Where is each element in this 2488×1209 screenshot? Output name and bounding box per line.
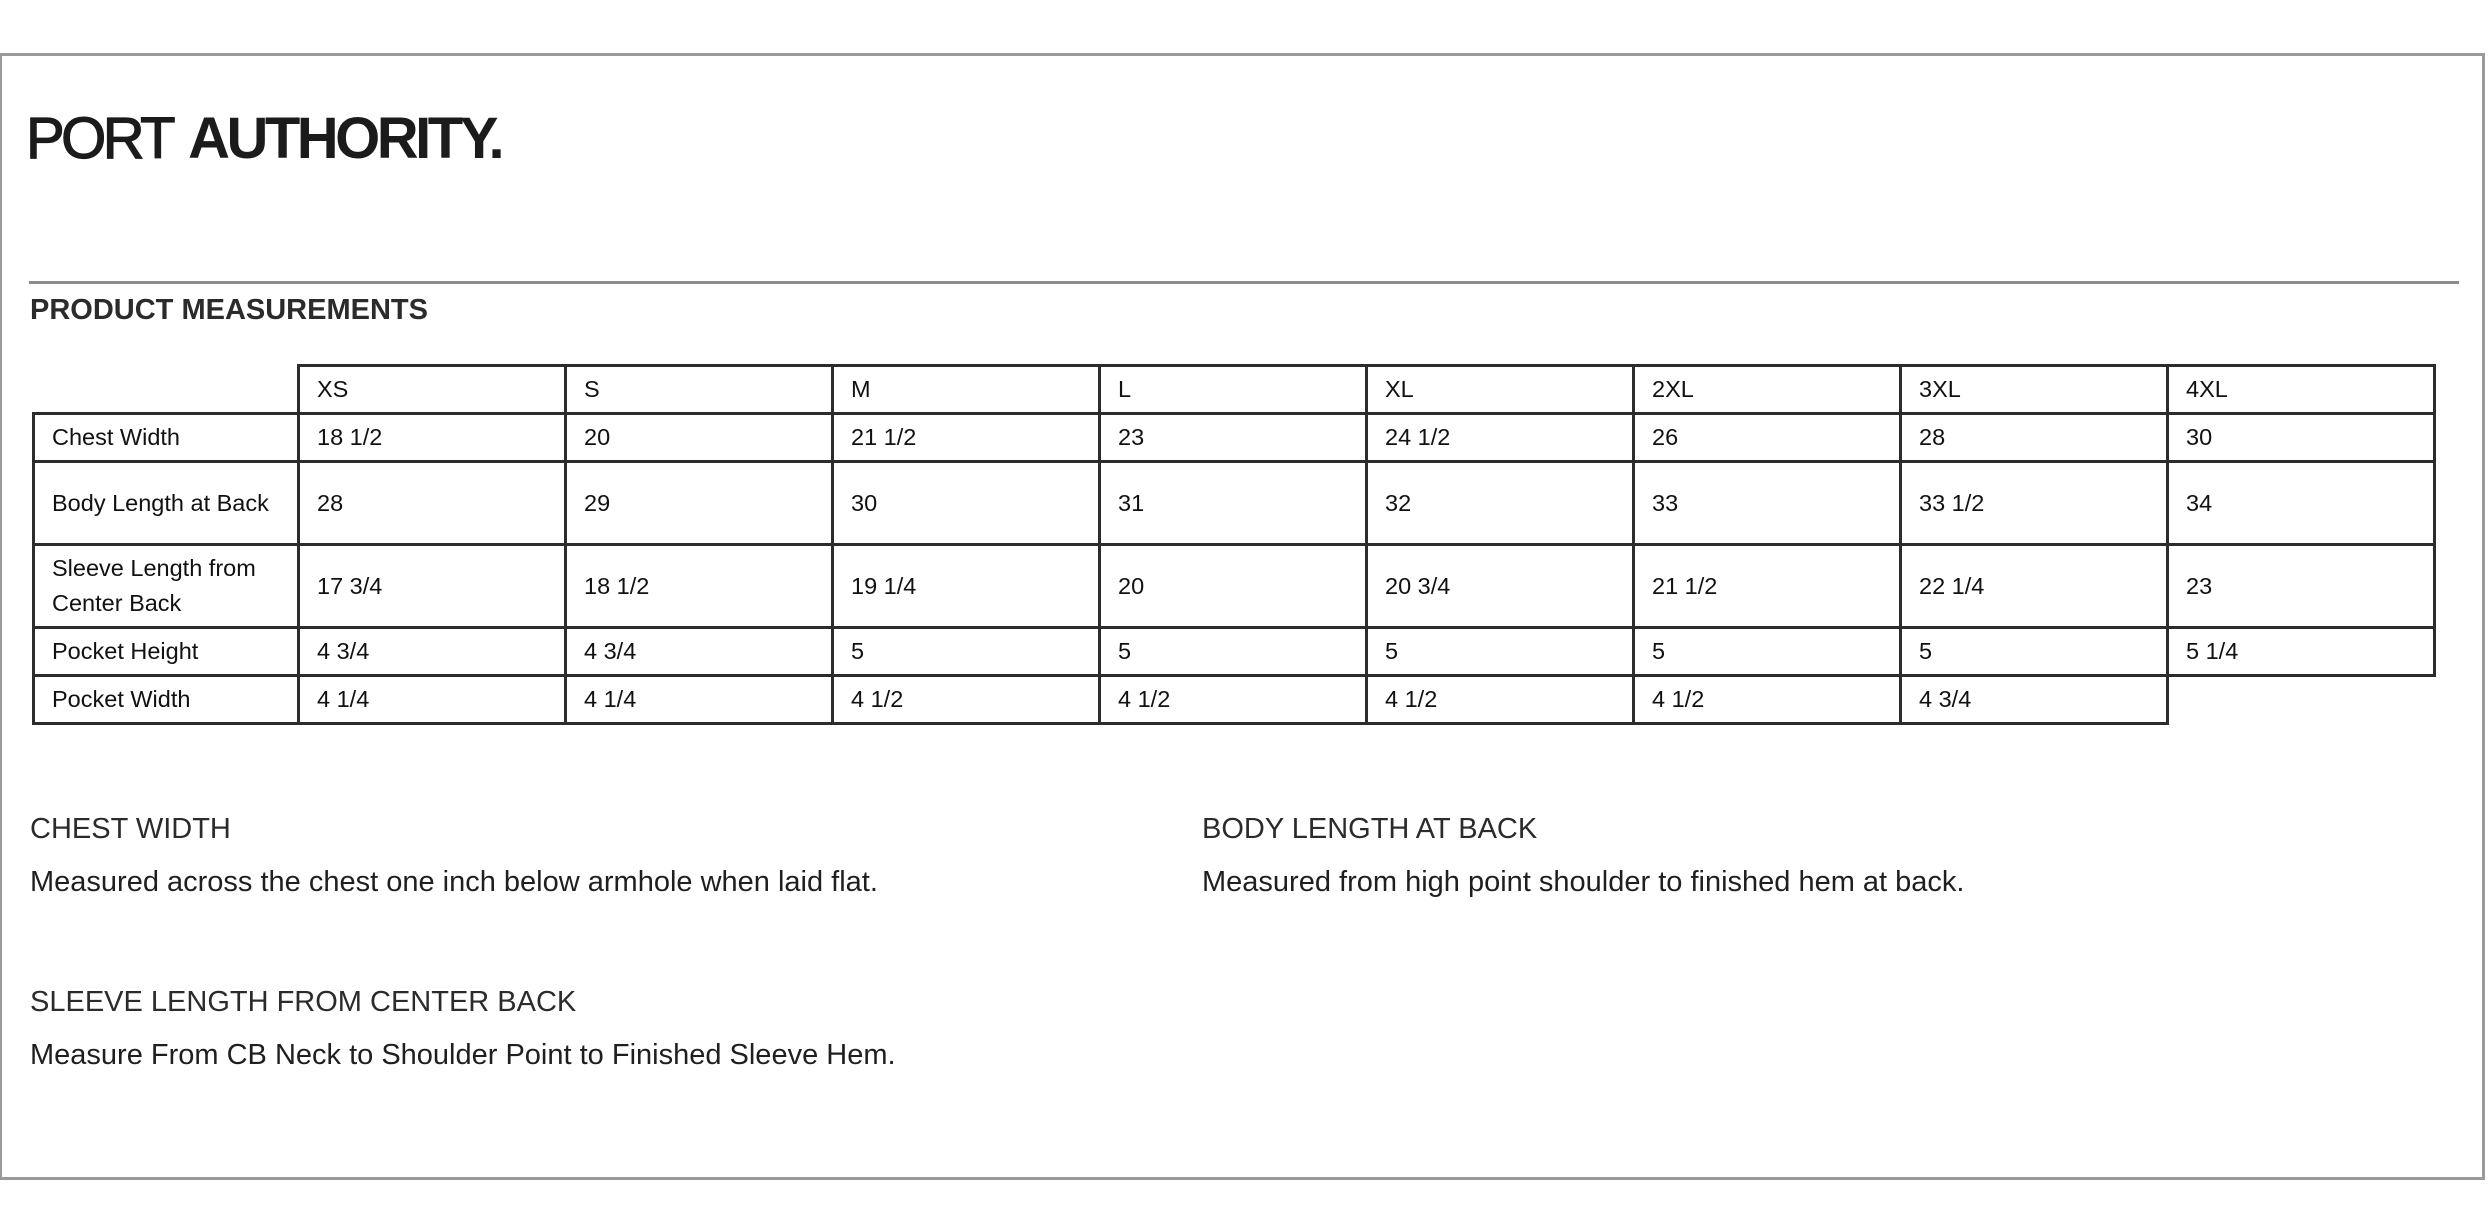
table-cell: 17 3/4 — [299, 545, 566, 628]
table-cell: 28 — [299, 462, 566, 545]
table-cell: 24 1/2 — [1367, 414, 1634, 462]
table-cell: 18 1/2 — [566, 545, 833, 628]
table-cell: 4 3/4 — [566, 628, 833, 676]
table-row — [34, 676, 2435, 724]
row-label: Sleeve Length from Center Back — [34, 545, 299, 628]
size-header: 2XL — [1634, 366, 1901, 414]
row-label: Chest Width — [34, 414, 299, 462]
desc-title: BODY LENGTH AT BACK — [1202, 813, 1538, 845]
table-cell: 4 3/4 — [299, 628, 566, 676]
table-cell: 28 — [1901, 414, 2168, 462]
table-cell: 5 — [833, 628, 1100, 676]
header-divider — [29, 281, 2459, 284]
table-cell: 23 — [2168, 545, 2435, 628]
table-cell: 4 1/2 — [1367, 676, 1634, 724]
table-cell: 4 3/4 — [1901, 676, 2168, 724]
table-cell: 5 — [1901, 628, 2168, 676]
table-cell: 21 1/2 — [833, 414, 1100, 462]
table-cell: 33 — [1634, 462, 1901, 545]
table-row — [34, 462, 2435, 545]
table-cell: 33 1/2 — [1901, 462, 2168, 545]
table-cell: 20 — [566, 414, 833, 462]
table-cell: 4 1/4 — [566, 676, 833, 724]
size-header: L — [1100, 366, 1367, 414]
table-row — [34, 414, 2435, 462]
table-cell: 31 — [1100, 462, 1367, 545]
desc-text: Measure From CB Neck to Shoulder Point to Finished Sleeve Hem. — [30, 1039, 896, 1071]
table-cell: 21 1/2 — [1634, 545, 1901, 628]
table-header-row — [34, 366, 2435, 414]
size-header: 3XL — [1901, 366, 2168, 414]
table-cell: 23 — [1100, 414, 1367, 462]
table-corner-cell — [34, 366, 299, 414]
table-cell: 5 — [1367, 628, 1634, 676]
table-cell: 4 1/2 — [833, 676, 1100, 724]
desc-title: CHEST WIDTH — [30, 813, 231, 845]
table-cell: 20 — [1100, 545, 1367, 628]
desc-chest-width — [30, 811, 1130, 900]
size-header: XL — [1367, 366, 1634, 414]
desc-sleeve-length — [30, 984, 1130, 1073]
table-row — [34, 545, 2435, 628]
table-cell: 30 — [2168, 414, 2435, 462]
table-cell: 18 1/2 — [299, 414, 566, 462]
row-label: Pocket Width — [34, 676, 299, 724]
logo-text-port: PORT — [26, 106, 173, 171]
desc-title: SLEEVE LENGTH FROM CENTER BACK — [30, 986, 577, 1018]
desc-text: Measured from high point shoulder to finished hem at back. — [1202, 866, 1965, 898]
table-cell: 20 3/4 — [1367, 545, 1634, 628]
table-cell: 4 1/2 — [1634, 676, 1901, 724]
table-cell: 4 1/2 — [1100, 676, 1367, 724]
table-cell: 26 — [1634, 414, 1901, 462]
size-header: S — [566, 366, 833, 414]
brand-logo — [26, 106, 502, 171]
table-cell: 30 — [833, 462, 1100, 545]
table-cell: 22 1/4 — [1901, 545, 2168, 628]
row-label: Pocket Height — [34, 628, 299, 676]
size-header: 4XL — [2168, 366, 2435, 414]
table-cell: 34 — [2168, 462, 2435, 545]
size-header: M — [833, 366, 1100, 414]
size-header: XS — [299, 366, 566, 414]
table-cell: 5 1/4 — [2168, 628, 2435, 676]
row-label: Body Length at Back — [34, 462, 299, 545]
table-cell: 5 — [1634, 628, 1901, 676]
logo-text-authority: AUTHORITY. — [188, 106, 502, 171]
table-cell: 19 1/4 — [833, 545, 1100, 628]
desc-text: Measured across the chest one inch below armhole when laid flat. — [30, 866, 878, 898]
table-cell: 5 — [1100, 628, 1367, 676]
section-title: PRODUCT MEASUREMENTS — [30, 294, 428, 326]
table-cell: 4 1/4 — [299, 676, 566, 724]
table-row — [34, 628, 2435, 676]
table-cell: 32 — [1367, 462, 1634, 545]
table-cell: 29 — [566, 462, 833, 545]
desc-body-length — [1202, 811, 2302, 900]
table-cell-empty — [2168, 676, 2435, 724]
measurements-table — [32, 364, 2436, 725]
